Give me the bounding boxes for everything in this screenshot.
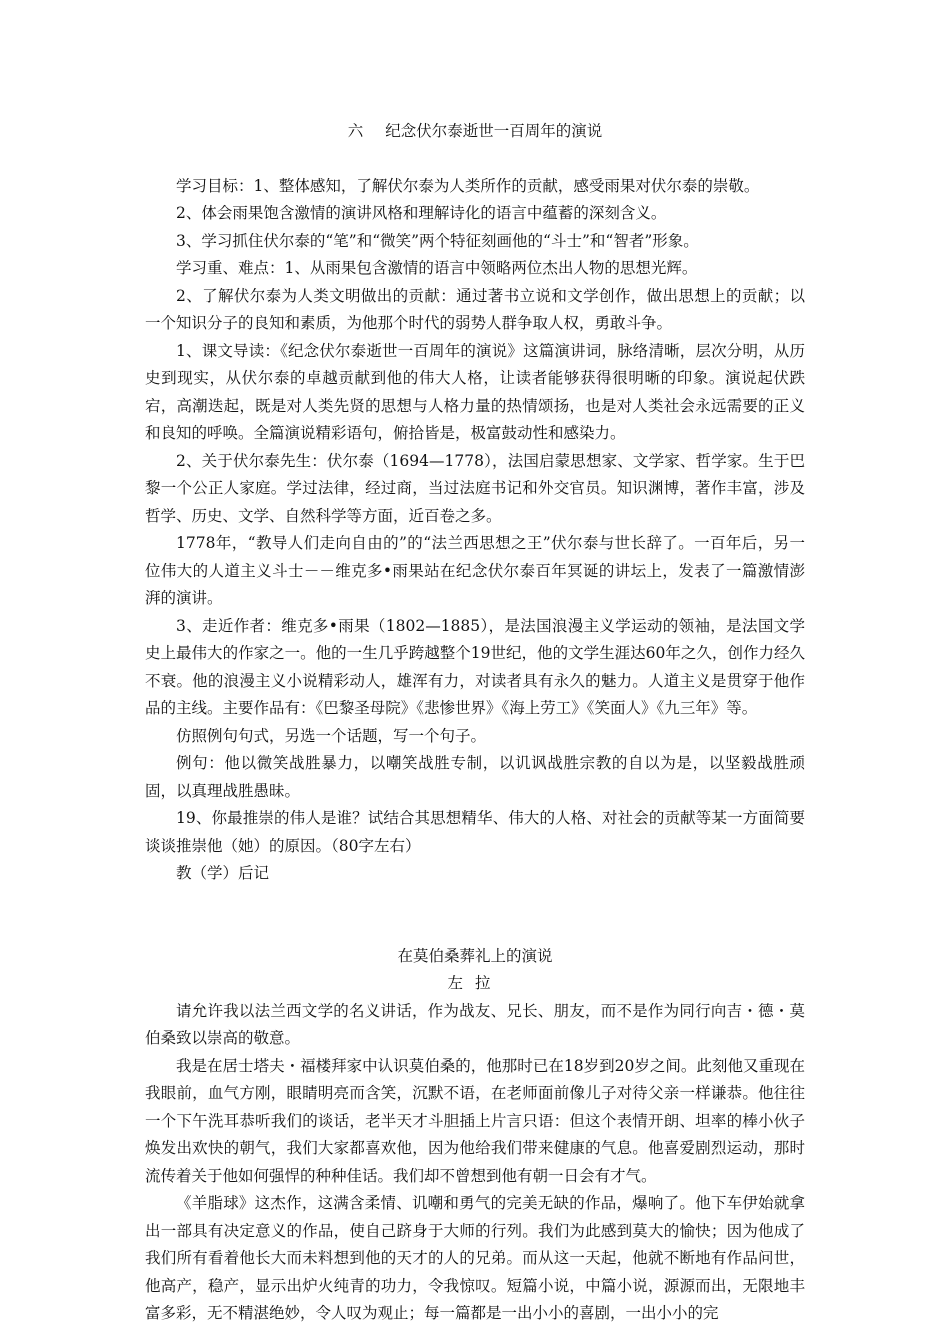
section1-title-number: 六 — [347, 122, 364, 140]
paragraph: 例句：他以微笑战胜暴力，以嘲笑战胜专制，以讥讽战胜宗教的自以为是，以坚毅战胜顽固，以真理战胜愚昧。 — [145, 754, 805, 800]
section1-title — [145, 118, 805, 146]
paragraph: 3、走近作者：维克多•雨果（1802—1885），是法国浪漫主义学运动的领袖，是法国文学史上最伟大的作家之一。他的一生几乎跨越整个19世纪，他的文学生涯达60年之久，创作力经久不衰。他的浪漫主义小说精彩动人，雄浑有力，对读者具有永久的魅力。人道主义是贯穿于他作品的主线。主要作品有：《巴黎圣母院》《悲惨世界》《海上劳工》《笑面人》《九三年》等。 — [145, 616, 805, 717]
paragraph: 教（学）后记 — [176, 864, 270, 882]
document-page — [145, 118, 805, 1328]
paragraph: 19、你最推崇的伟人是谁？试结合其思想精华、伟大的人格、对社会的贡献等某一方面简要谈谈推崇他（她）的原因。（80字左右） — [145, 809, 805, 855]
paragraph: 3、学习抓住伏尔泰的“笔”和“微笑”两个特征刻画他的“斗士”和“智者”形象。 — [176, 231, 699, 250]
section2-title: 在莫伯桑葬礼上的演说 — [397, 946, 553, 965]
paragraph: 仿照例句句式，另选一个话题，写一个句子。 — [176, 726, 487, 745]
section-gap — [145, 888, 805, 943]
section2-author: 左拉 — [447, 974, 503, 992]
paragraph: 1778年，“教导人们走向自由的”的“法兰西思想之王”伏尔泰与世长辞了。一百年后，另一位伟大的人道主义斗士－－维克多•雨果站在纪念伏尔泰百年冥诞的讲坛上，发表了一篇激情澎湃的演讲。 — [145, 534, 805, 607]
paragraph: 1、课文导读：《纪念伏尔泰逝世一百周年的演说》这篇演讲词，脉络清晰，层次分明，从历史到现实，从伏尔泰的卓越贡献到他的伟大人格，让读者能够获得很明晰的印象。演说起伏跌宕，高潮迭起，既是对人类先贤的思想与人格力量的热情颂扬，也是对人类社会永远需要的正义和良知的呼唤。全篇演说精彩语句，俯拾皆是，极富鼓动性和感染力。 — [145, 341, 805, 442]
paragraph: 我是在居士塔夫・福楼拜家中认识莫伯桑的，他那时已在18岁到20岁之间。此刻他又重现在我眼前，血气方刚，眼睛明亮而含笑，沉默不语，在老师面前像儿子对待父亲一样谦恭。他往往一个下午洗耳恭听我们的谈话，老半天才斗胆插上片言只语：但这个表情开朗、坦率的棒小伙子焕发出欢快的朝气，我们大家都喜欢他，因为他给我们带来健康的气息。他喜爱剧烈运动，那时流传着关于他如何强悍的种种佳话。我们却不曾想到他有朝一日会有才气。 — [145, 1056, 805, 1185]
paragraph: 2、了解伏尔泰为人类文明做出的贡献：通过著书立说和文学创作，做出思想上的贡献；以一个知识分子的良知和素质，为他那个时代的弱势人群争取人权，勇敢斗争。 — [145, 286, 805, 332]
section1-title-text: 纪念伏尔泰逝世一百周年的演说 — [385, 122, 603, 140]
paragraph: 学习重、难点：1、从雨果包含激情的语言中领略两位杰出人物的思想光辉。 — [176, 259, 698, 277]
paragraph: 2、关于伏尔泰先生：伏尔泰（1694—1778），法国启蒙思想家、文学家、哲学家。生于巴黎一个公正人家庭。学过法律，经过商，当过法庭书记和外交官员。知识渊博，著作丰富，涉及哲学、历史、文学、自然科学等方面，近百卷之多。 — [145, 451, 805, 525]
paragraph: 学习目标：1、整体感知，了解伏尔泰为人类所作的贡献，感受雨果对伏尔泰的崇敬。 — [176, 176, 760, 195]
paragraph: 请允许我以法兰西文学的名义讲话，作为战友、兄长、朋友，而不是作为同行向吉・德・莫伯桑致以崇高的敬意。 — [145, 1001, 805, 1047]
paragraph: 《羊脂球》这杰作，这满含柔情、讥嘲和勇气的完美无缺的作品，爆响了。他下车伊始就拿出一部具有决定意义的作品，使自己跻身于大师的行列。我们为此感到莫大的愉快；因为他成了我们所有看着他长大而未料想到他的天才的人的兄弟。而从这一天起，他就不断地有作品问世，他高产，稳产，显示出炉火纯青的功力，令我惊叹。短篇小说，中篇小说，源源而出，无限地丰富多彩，无不精湛绝妙，令人叹为观止；每一篇都是一出小小的喜剧，一出小小的完 — [145, 1194, 805, 1322]
paragraph: 2、体会雨果饱含激情的演讲风格和理解诗化的语言中蕴蓄的深刻含义。 — [176, 204, 667, 222]
